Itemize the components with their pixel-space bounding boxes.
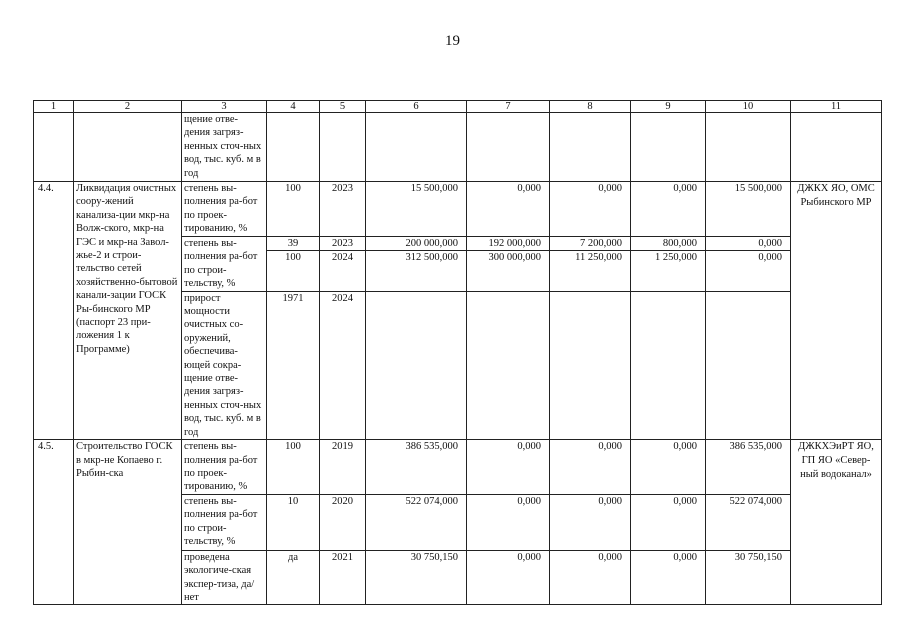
column-number: 4 [267,101,320,113]
target-value: 39 [267,237,320,251]
target-value: да [267,550,320,605]
table-row [34,113,882,182]
year-cell: 2023 [320,237,366,251]
amount-other: 0,000 [706,251,791,291]
indicator-cell: щение отве-дения загряз-ненных сточ-ных вод, тыс. куб. м в год [182,113,267,182]
amount-local: 0,000 [631,494,706,550]
column-number: 5 [320,101,366,113]
amount-federal: 0,000 [467,440,550,495]
amount-federal: 192 000,000 [467,237,550,251]
program-table [33,100,882,605]
amount-other: 15 500,000 [706,182,791,237]
target-value: 100 [267,440,320,495]
target-value: 100 [267,251,320,291]
indicator-cell: степень вы-полнения ра-бот по проек-тированию, % [182,182,267,237]
amount-other: 386 535,000 [706,440,791,495]
column-number: 10 [706,101,791,113]
indicator-cell: проведена экологиче-ская экспер-тиза, да/нет [182,550,267,605]
amount-total: 15 500,000 [366,182,467,237]
executor-cell: ДЖКХЭиРТ ЯО, ГП ЯО «Север-ный водоканал» [791,440,882,605]
year-cell: 2024 [320,291,366,439]
amount-federal: 0,000 [467,550,550,605]
column-number: 7 [467,101,550,113]
year-cell: 2024 [320,251,366,291]
table-row [34,440,882,495]
amount-local: 800,000 [631,237,706,251]
page-number: 19 [445,33,460,49]
amount-federal: 0,000 [467,494,550,550]
amount-federal: 0,000 [467,182,550,237]
year-cell: 2019 [320,440,366,495]
column-number-row [34,101,882,113]
item-title: Строительство ГОСК в мкр-не Копаево г. Рыбин-ска [74,440,182,605]
amount-total: 30 750,150 [366,550,467,605]
year-cell: 2021 [320,550,366,605]
indicator-cell: степень вы-полнения ра-бот по проек-тированию, % [182,440,267,495]
item-number: 4.4. [34,182,74,440]
column-number: 9 [631,101,706,113]
amount-other: 0,000 [706,237,791,251]
column-number: 6 [366,101,467,113]
amount-regional: 0,000 [550,440,631,495]
amount-local: 0,000 [631,182,706,237]
amount-total: 200 000,000 [366,237,467,251]
table-row [34,182,882,237]
indicator-cell: прирост мощности очистных со-оружений, обеспечива-ющей сокра-щение отве-дения загряз-ненных сточ-ных вод, тыс. куб. м в год [182,291,267,439]
year-cell: 2020 [320,494,366,550]
amount-regional: 0,000 [550,494,631,550]
amount-local: 1 250,000 [631,251,706,291]
indicator-cell: степень вы-полнения ра-бот по строи-тельству, % [182,237,267,292]
amount-regional: 7 200,000 [550,237,631,251]
column-number: 3 [182,101,267,113]
column-number: 11 [791,101,882,113]
executor-cell: ДЖКХ ЯО, ОМС Рыбинского МР [791,182,882,440]
amount-other: 522 074,000 [706,494,791,550]
amount-local: 0,000 [631,440,706,495]
amount-local: 0,000 [631,550,706,605]
item-number: 4.5. [34,440,74,605]
amount-regional: 11 250,000 [550,251,631,291]
amount-federal: 300 000,000 [467,251,550,291]
column-number: 2 [74,101,182,113]
amount-other: 30 750,150 [706,550,791,605]
amount-total: 386 535,000 [366,440,467,495]
amount-total: 522 074,000 [366,494,467,550]
item-title: Ликвидация очистных соору-жений канализа-ции мкр-на Волж-ского, мкр-на ГЭС и мкр-на Завол-жье-2 и строи-тельство сетей хозяйственно-бытовой канали-зации ГОСК Ры-бинского МР (паспорт 23 при-ложения 1 к Программе) [74,182,182,440]
column-number: 1 [34,101,74,113]
amount-total: 312 500,000 [366,251,467,291]
target-value: 100 [267,182,320,237]
amount-regional: 0,000 [550,550,631,605]
amount-regional: 0,000 [550,182,631,237]
target-value: 10 [267,494,320,550]
column-number: 8 [550,101,631,113]
year-cell: 2023 [320,182,366,237]
target-value: 1971 [267,291,320,439]
indicator-cell: степень вы-полнения ра-бот по строи-тельству, % [182,494,267,550]
